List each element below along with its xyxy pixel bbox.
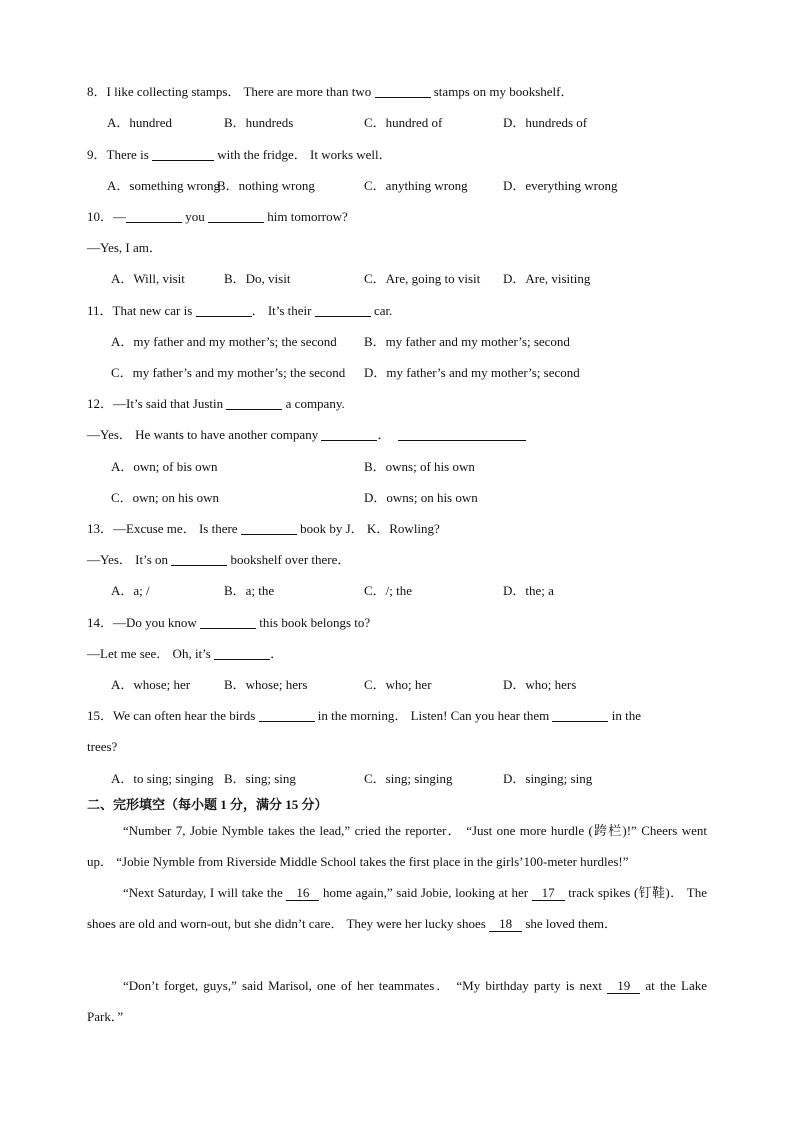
option-d: D．Are, visiting (503, 271, 591, 286)
answer-blank (171, 553, 227, 566)
option-c: C．my father’s and my mother’s; the second (111, 365, 346, 380)
question-text: ． It’s their (251, 303, 315, 318)
answer-blank (259, 709, 315, 722)
option-a: A．Will, visit (111, 271, 185, 286)
option-a: A．my father and my mother’s; the second (111, 334, 337, 349)
question-8 (87, 84, 574, 100)
option-c: C．own; on his own (111, 490, 219, 505)
answer-text: bookshelf over there． (227, 552, 351, 567)
question-number: 13． (87, 521, 114, 536)
option-a: A．to sing; singing (111, 771, 214, 786)
answer-blank (196, 304, 252, 317)
option-b: B．nothing wrong (217, 178, 315, 193)
question-number: 14． (87, 615, 114, 630)
option-c: C．sing; singing (364, 771, 453, 786)
answer-text: —Let me see． Oh, it’s (87, 646, 215, 661)
question-text: —It’s said that Justin (113, 396, 227, 411)
answer-line-10: —Yes, I am． (87, 240, 162, 255)
question-number: 9． (87, 147, 107, 162)
passage-paragraph-1 (87, 815, 707, 877)
question-14 (87, 615, 370, 631)
answer-blank (226, 397, 282, 410)
option-d: D．everything wrong (503, 178, 618, 193)
answer-line-12 (87, 427, 526, 443)
option-a: A．own; of bis own (111, 459, 218, 474)
question-text: you (182, 209, 209, 224)
question-15 (87, 708, 641, 724)
answer-blank (552, 709, 608, 722)
question-9 (87, 147, 392, 163)
answer-blank (315, 304, 371, 317)
question-text: stamps on my bookshelf． (430, 84, 574, 99)
question-15-continued: trees? (87, 739, 118, 754)
blank-16: 16 (286, 886, 319, 901)
blank-18: 18 (489, 917, 522, 932)
answer-blank (398, 428, 526, 441)
paragraph-text: at the Lake Park．” (87, 978, 707, 1024)
question-text: him tomorrow? (264, 209, 348, 224)
question-text: in the morning． Listen! Can you hear them (314, 708, 553, 723)
paragraph-text: “Next Saturday, I will take the (123, 885, 287, 900)
option-a: A．whose; her (111, 677, 191, 692)
question-text: car. (370, 303, 393, 318)
question-13 (87, 521, 440, 537)
answer-line-13 (87, 552, 350, 568)
paragraph-text: track spikes (钉鞋)． The shoes are old and worn-out, but she didn’t care． They were her lucky shoes (87, 885, 708, 931)
question-text: in the (608, 708, 641, 723)
question-text: — (113, 209, 127, 224)
question-text: —Do you know (113, 615, 201, 630)
option-c: C．hundred of (364, 115, 443, 130)
question-number: 10． (87, 209, 114, 224)
option-a: A．hundred (107, 115, 172, 130)
paragraph-text: home again,” said Jobie, looking at her (319, 885, 532, 900)
option-d: D．the; a (503, 583, 554, 598)
option-c: C．who; her (364, 677, 432, 692)
paragraph-text: “Don’t forget, guys,” said Marisol, one of her teammates． “My birthday party is next (123, 978, 608, 993)
paragraph-text: she loved them． (522, 916, 618, 931)
question-text: book by J． K．Rowling? (296, 521, 440, 536)
option-c: C．/; the (364, 583, 413, 598)
answer-blank (208, 210, 264, 223)
question-text: That new car is (112, 303, 196, 318)
question-text: There is (106, 147, 152, 162)
answer-blank (241, 522, 297, 535)
question-12 (87, 396, 345, 412)
answer-text: ． (377, 427, 391, 442)
paragraph-text: “Number 7, Jobie Nymble takes the lead,” cried the reporter． “Just one more hurdle (跨栏)!” Cheers went up． “Jobie Nymble from Riverside Middle School takes the first place in the girls’100-meter hurdles!” (87, 823, 707, 869)
question-text: with the fridge． It works well． (214, 147, 392, 162)
question-text: a company. (282, 396, 345, 411)
option-c: C．anything wrong (364, 178, 468, 193)
answer-text: —Yes． It’s on (87, 552, 172, 567)
option-b: B．hundreds (224, 115, 294, 130)
question-text: this book belongs to? (256, 615, 371, 630)
option-d: D．who; hers (503, 677, 577, 692)
option-d: D．my father’s and my mother’s; second (364, 365, 580, 380)
answer-blank (214, 647, 270, 660)
blank-17: 17 (532, 886, 565, 901)
blank-19: 19 (607, 979, 640, 994)
question-number: 15． (87, 708, 114, 723)
section-heading: 二、完形填空（每小题 1 分，满分 15 分） (87, 797, 328, 812)
option-a: A．something wrong (107, 178, 221, 193)
option-a: A．a; / (111, 583, 150, 598)
question-text: I like collecting stamps． There are more than two (106, 84, 375, 99)
option-b: B．my father and my mother’s; second (364, 334, 570, 349)
question-10 (87, 209, 348, 225)
passage-paragraph-3 (87, 970, 707, 1032)
option-b: B．sing; sing (224, 771, 296, 786)
answer-line-14 (87, 646, 283, 662)
option-d: D．hundreds of (503, 115, 588, 130)
question-text: —Excuse me． Is there (113, 521, 241, 536)
option-b: B．a; the (224, 583, 275, 598)
answer-blank (126, 210, 182, 223)
option-d: D．owns; on his own (364, 490, 478, 505)
answer-blank (200, 616, 256, 629)
answer-blank (321, 428, 377, 441)
question-number: 11． (87, 303, 113, 318)
answer-blank (152, 148, 214, 161)
answer-text: —Yes． He wants to have another company (87, 427, 322, 442)
answer-blank (375, 85, 431, 98)
option-b: B．owns; of his own (364, 459, 475, 474)
question-11 (87, 303, 392, 319)
passage-paragraph-2 (87, 877, 707, 939)
question-number: 8． (87, 84, 107, 99)
answer-text: ． (270, 646, 284, 661)
option-b: B．Do, visit (224, 271, 291, 286)
option-b: B．whose; hers (224, 677, 308, 692)
option-c: C．Are, going to visit (364, 271, 481, 286)
question-text: We can often hear the birds (113, 708, 259, 723)
question-number: 12． (87, 396, 114, 411)
option-d: D．singing; sing (503, 771, 593, 786)
